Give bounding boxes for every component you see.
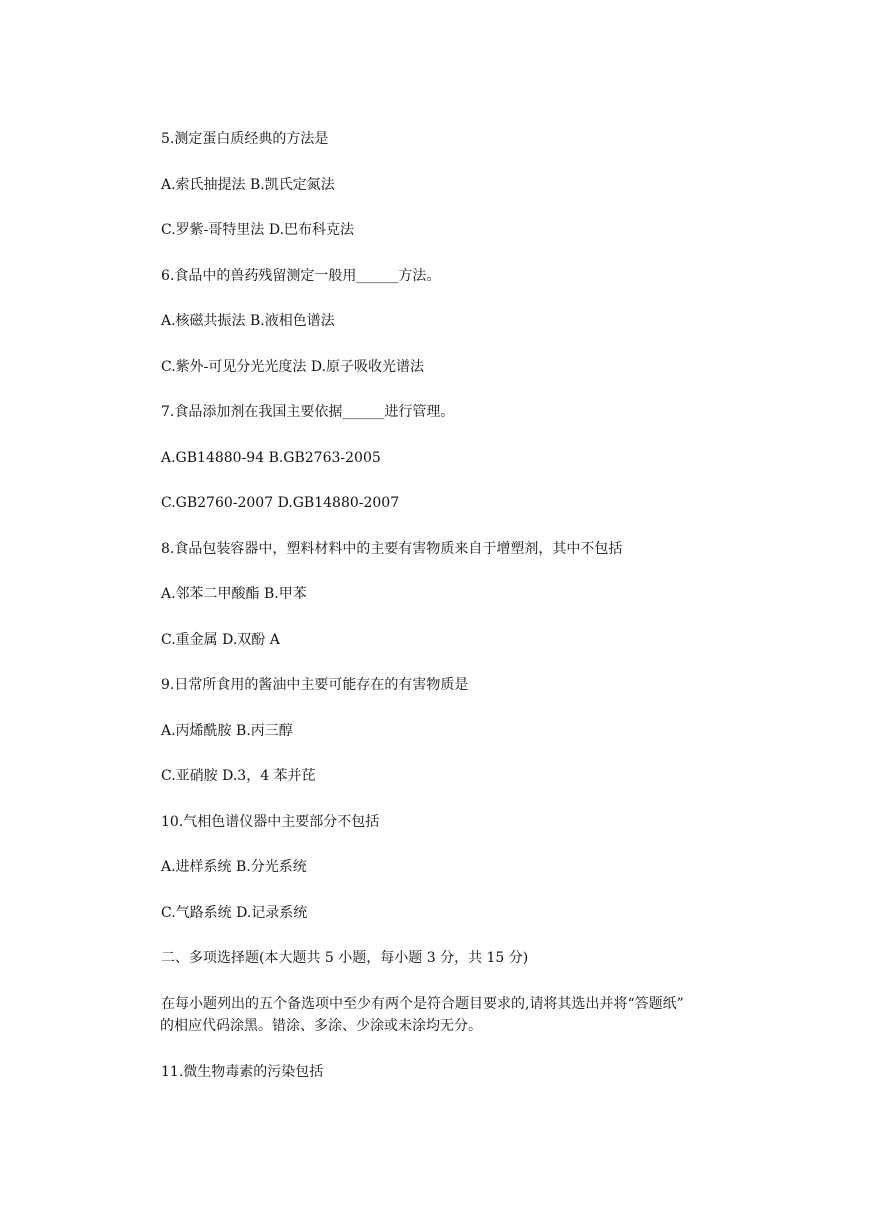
- question-6-options-cd: C.紫外-可见分光光度法 D.原子吸收光谱法: [161, 359, 425, 375]
- question-6-stem: 6.食品中的兽药残留测定一般用______方法。: [161, 268, 441, 284]
- question-7-stem: 7.食品添加剂在我国主要依据______进行管理。: [161, 404, 455, 420]
- question-8-options-ab: A.邻苯二甲酸酯 B.甲苯: [161, 586, 307, 602]
- question-10-options-ab: A.进样系统 B.分光系统: [161, 859, 307, 875]
- question-10-options-cd: C.气路系统 D.记录系统: [161, 905, 308, 921]
- question-9-options-ab: A.丙烯酰胺 B.丙三醇: [161, 723, 293, 739]
- question-5-options-cd: C.罗紫-哥特里法 D.巴布科克法: [161, 222, 355, 238]
- question-10-stem: 10.气相色谱仪器中主要部分不包括: [161, 814, 380, 830]
- section-2-instruction-line-2: 的相应代码涂黑。错涂、多涂、少涂或未涂均无分。: [160, 1018, 482, 1034]
- question-8-stem: 8.食品包装容器中，塑料材料中的主要有害物质来自于增塑剂，其中不包括: [161, 541, 623, 557]
- question-11-stem: 11.微生物毒素的污染包括: [161, 1064, 324, 1080]
- question-5-stem: 5.测定蛋白质经典的方法是: [161, 131, 329, 147]
- section-2-instruction-line-1: 在每小题列出的五个备选项中至少有两个是符合题目要求的,请将其选出并将“答题纸”: [161, 996, 684, 1012]
- question-9-stem: 9.日常所食用的酱油中主要可能存在的有害物质是: [161, 677, 469, 693]
- question-8-options-cd: C.重金属 D.双酚 A: [161, 632, 280, 648]
- question-6-options-ab: A.核磁共振法 B.液相色谱法: [161, 313, 335, 329]
- question-9-options-cd: C.亚硝胺 D.3，4 苯并芘: [161, 768, 316, 784]
- section-2-heading: 二、多项选择题(本大题共 5 小题，每小题 3 分，共 15 分): [161, 950, 529, 966]
- question-7-options-cd: C.GB2760-2007 D.GB14880-2007: [161, 495, 400, 511]
- question-5-options-ab: A.索氏抽提法 B.凯氏定氮法: [161, 177, 335, 193]
- question-7-options-ab: A.GB14880-94 B.GB2763-2005: [161, 450, 381, 466]
